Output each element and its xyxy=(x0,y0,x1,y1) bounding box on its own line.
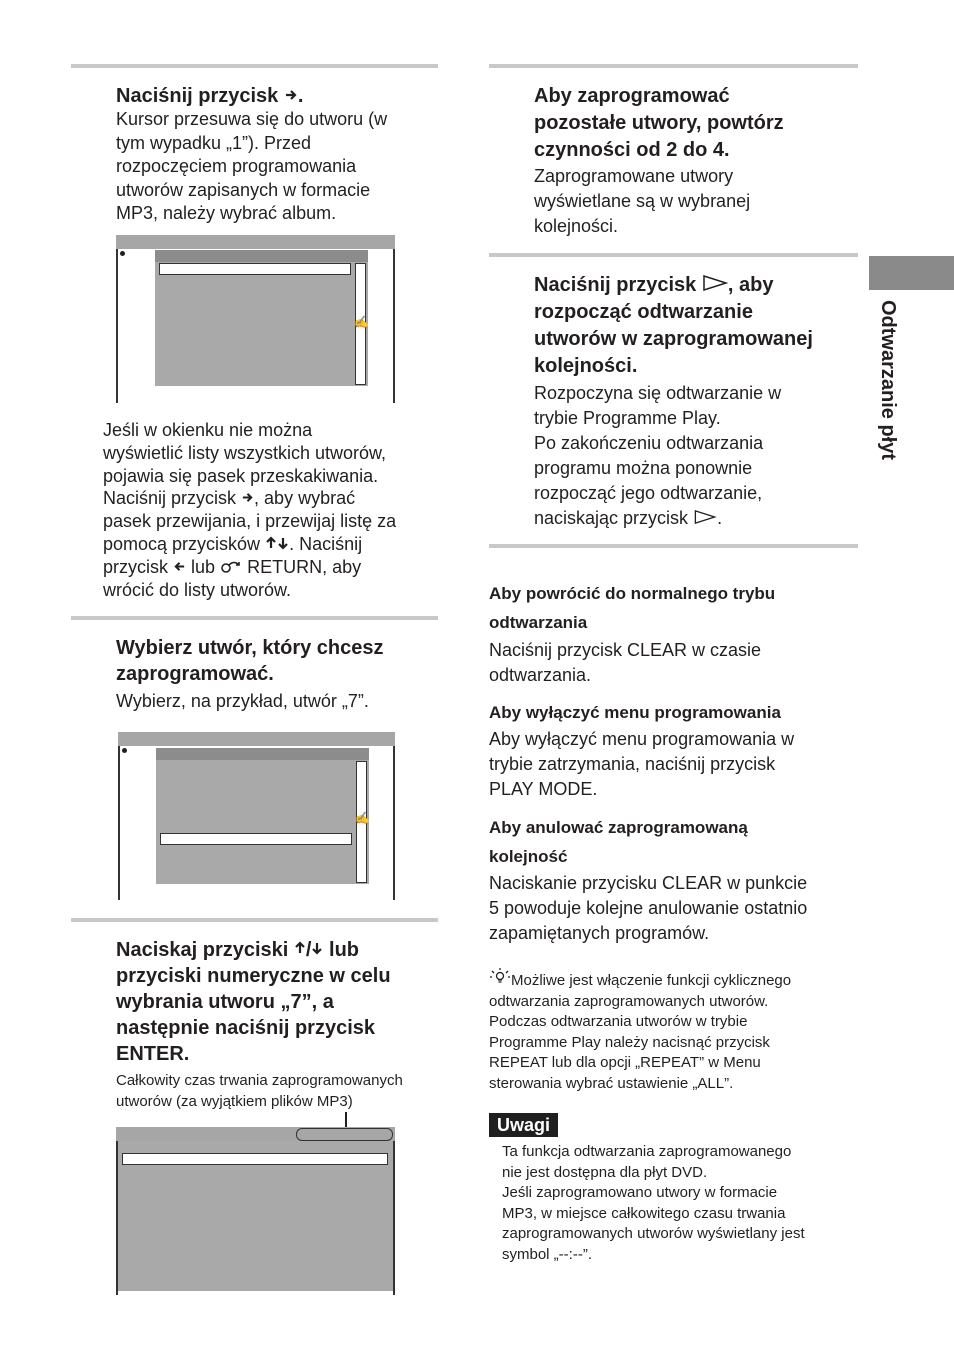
indicator-dot xyxy=(120,251,125,256)
play-icon xyxy=(693,506,717,531)
lightbulb-icon xyxy=(489,967,511,992)
cancel-program-text: Naciskanie przycisku CLEAR w punkcie 5 powoduje kolejne anulowanie ostatnio zapamiętanych programów. xyxy=(489,873,808,943)
hand-cursor-icon: ✍ xyxy=(354,315,369,329)
scroll-note: Jeśli w okienku nie można wyświetlić listy wszystkich utworów, pojawia się pasek przeskakiwania. Naciśnij przycisk , aby wybrać pasek przewijania, i przewijaj listę za pomocą przycisków . Naciśnij przycisk lub RETURN, aby wrócić do listy utworów. xyxy=(103,420,397,600)
program-list-panel xyxy=(118,1141,393,1291)
section-divider xyxy=(71,616,438,620)
total-time-caption: Całkowity czas trwania zaprogramowanych utworów (za wyjątkiem plików MP3) xyxy=(116,1072,403,1110)
notes-label: Uwagi xyxy=(489,1113,558,1137)
arrow-right-icon xyxy=(284,83,298,109)
indicator-dot xyxy=(122,748,127,753)
section-divider xyxy=(489,64,858,68)
selected-row xyxy=(160,833,352,845)
tip-text: Możliwe jest włączenie funkcji cyklicznego odtwarzania zaprogramowanych utworów. Podczas odtwarzania utworów w trybie Programme Play należy nacisnąć przycisk REPEAT lub dla opcji „REPEAT” w Menu sterowania wybrać ustawienie „ALL”. xyxy=(489,967,791,1094)
play-icon xyxy=(702,272,728,299)
track-list-panel xyxy=(156,748,369,884)
arrow-left-icon xyxy=(173,556,186,579)
step-play-text: Rozpoczyna się odtwarzanie w trybie Programme Play. Po zakończeniu odtwarzania programu można ponownie rozpocząć jego odtwarzanie, naciskając przycisk . xyxy=(534,381,781,531)
selected-row xyxy=(159,263,351,275)
section-divider xyxy=(489,253,858,257)
disable-menu-title: Aby wyłączyć menu programowania xyxy=(489,703,781,722)
step-repeat-heading: Aby zaprogramować pozostałe utwory, powtórz czynności od 2 do 4. xyxy=(534,85,784,161)
section-tab-label: Odtwarzanie płyt xyxy=(877,300,899,461)
arrow-up-icon xyxy=(265,533,277,556)
selected-row xyxy=(122,1153,388,1165)
normal-mode-text: Naciśnij przycisk CLEAR w czasie odtwarzania. xyxy=(489,640,762,685)
notes-text: Ta funkcja odtwarzania zaprogramowanego nie jest dostępna dla płyt DVD. Jeśli zaprogramowano utwory w formacie MP3, w miejsce całkowitego czasu trwania zaprogramowanych utworów wyświetlany jest symbol „--:--”. xyxy=(502,1143,805,1263)
step-select-text: Wybierz, na przykład, utwór „7”. xyxy=(116,691,369,711)
step-cursor-text: Kursor przesuwa się do utworu (w tym wypadku „1”). Przed rozpoczęciem programowania utworów zapisanych w formacie MP3, należy wybrać album. xyxy=(116,109,388,223)
hand-cursor-icon: ✍ xyxy=(355,811,370,825)
arrow-down-icon xyxy=(277,533,289,556)
step-enter-heading: Naciskaj przyciski / lub przyciski numeryczne w celu wybrania utworu „7”, a następnie naciśnij przycisk ENTER. xyxy=(116,939,391,1065)
section-divider xyxy=(71,918,438,922)
arrow-right-icon xyxy=(241,487,254,510)
arrow-down-icon xyxy=(311,937,323,963)
arrow-up-icon xyxy=(294,937,306,963)
step-play-heading: Naciśnij przycisk , aby rozpocząć odtwarzanie utworów w zaprogramowanej kolejności. xyxy=(534,274,813,377)
cancel-program-title: Aby anulować zaprogramowaną kolejność xyxy=(489,818,748,866)
section-divider xyxy=(71,64,438,68)
total-time-field xyxy=(296,1128,393,1141)
program-screen-illustration xyxy=(116,1127,395,1295)
track-list-panel xyxy=(155,250,368,386)
step-repeat-text: Zaprogramowane utwory wyświetlane są w wybranej kolejności. xyxy=(534,166,751,236)
normal-mode-title: Aby powrócić do normalnego trybu odtwarzania xyxy=(489,584,776,632)
step-cursor-heading: Naciśnij przycisk . xyxy=(116,85,304,107)
step-select-heading: Wybierz utwór, który chcesz zaprogramować. xyxy=(116,637,384,685)
caption-pointer-line xyxy=(345,1112,347,1128)
return-icon xyxy=(220,556,242,579)
section-divider xyxy=(489,544,858,548)
section-tab-marker xyxy=(869,256,954,290)
program-screen-illustration xyxy=(116,235,395,403)
program-screen-illustration xyxy=(118,732,395,900)
disable-menu-text: Aby wyłączyć menu programowania w trybie zatrzymania, naciśnij przycisk PLAY MODE. xyxy=(489,729,795,799)
